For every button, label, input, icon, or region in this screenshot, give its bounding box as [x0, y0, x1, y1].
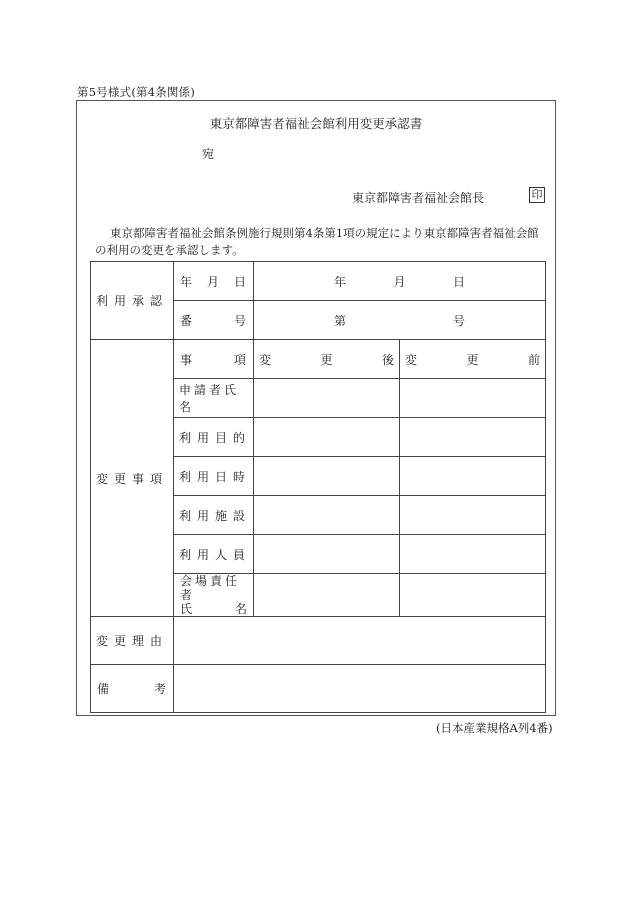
- row-datetime: 利用日時: [174, 457, 254, 496]
- purpose-after[interactable]: [254, 418, 400, 457]
- facility-after[interactable]: [254, 496, 400, 535]
- attendees-before[interactable]: [400, 535, 546, 574]
- applicant-name-after[interactable]: [254, 379, 400, 418]
- facility-before[interactable]: [400, 496, 546, 535]
- remarks-value[interactable]: [174, 665, 546, 713]
- datetime-before[interactable]: [400, 457, 546, 496]
- datetime-after[interactable]: [254, 457, 400, 496]
- date-value[interactable]: 年 月 日: [254, 262, 546, 301]
- row-venue-manager: 会場責任者 氏 名: [174, 574, 254, 617]
- item-header: 事 項: [174, 340, 254, 379]
- issuer-title: 東京都障害者福祉会館長: [352, 191, 485, 205]
- purpose-before[interactable]: [400, 418, 546, 457]
- number-label: 番 号: [174, 301, 254, 340]
- changes-group-label: 変更事項: [91, 340, 174, 617]
- approval-table: [90, 261, 546, 713]
- approval-group-label: 利用承認: [91, 262, 174, 340]
- before-change-header: 変 更 前: [400, 340, 546, 379]
- reason-label: 変更理由: [91, 617, 174, 665]
- row-facility: 利用施設: [174, 496, 254, 535]
- row-purpose: 利用目的: [174, 418, 254, 457]
- row-applicant-name: 申請者氏名: [174, 379, 254, 418]
- number-value[interactable]: 第 号: [254, 301, 546, 340]
- applicant-name-before[interactable]: [400, 379, 546, 418]
- date-label: 年 月 日: [174, 262, 254, 301]
- venue-manager-before[interactable]: [400, 574, 546, 617]
- after-change-header: 変 更 後: [254, 340, 400, 379]
- reason-value[interactable]: [174, 617, 546, 665]
- approval-form-frame: [76, 100, 556, 716]
- approval-statement: 東京都障害者福祉会館条例施行規則第4条第1項の規定により東京都障害者福祉会館の利用の変更を承認します。: [95, 226, 539, 257]
- remarks-label: 備 考: [91, 665, 174, 713]
- form-number-caption: 第5号様式(第4条関係): [77, 85, 196, 99]
- attendees-after[interactable]: [254, 535, 400, 574]
- document-title: 東京都障害者福祉会館利用変更承認書: [209, 116, 423, 131]
- addressee-suffix: 宛: [202, 147, 215, 161]
- row-attendees: 利用人員: [174, 535, 254, 574]
- venue-manager-after[interactable]: [254, 574, 400, 617]
- seal-mark: 印: [529, 187, 545, 203]
- paper-size-note: (日本産業規格A列4番): [436, 721, 553, 735]
